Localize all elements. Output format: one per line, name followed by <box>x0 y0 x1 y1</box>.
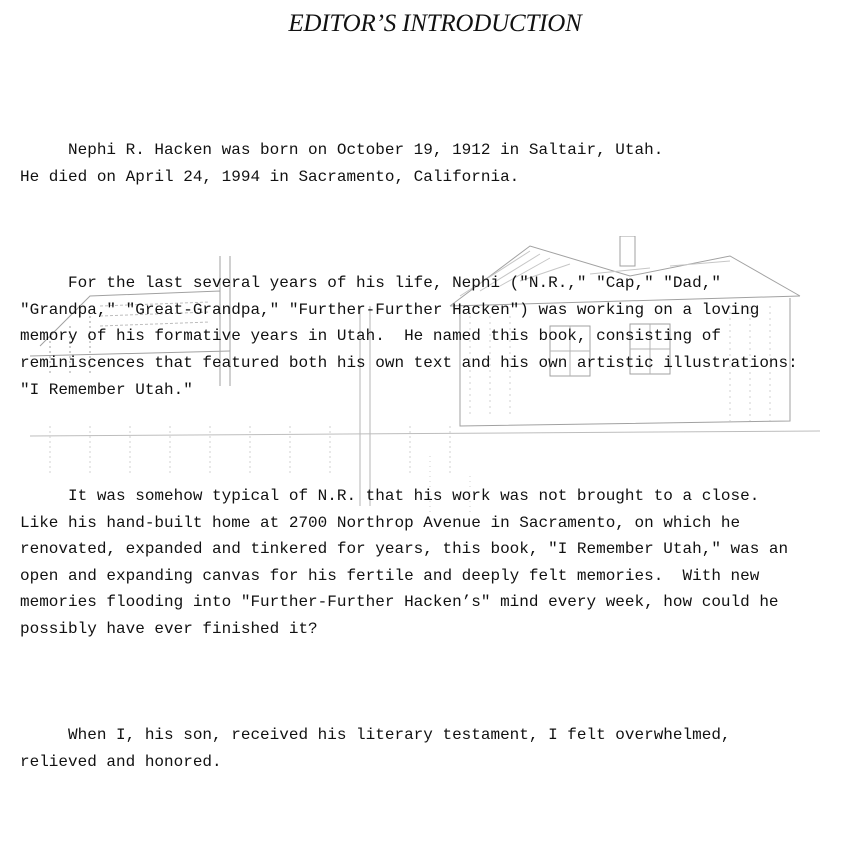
page-title: EDITOR’S INTRODUCTION <box>288 10 582 37</box>
text-line: possibly have ever finished it? <box>20 619 318 638</box>
text-line: He died on April 24, 1994 in Sacramento, California. <box>20 167 520 186</box>
text-line: "Grandpa," "Great-Grandpa," "Further-Further Hacken") was working on a loving <box>20 300 760 319</box>
text-line: open and expanding canvas for his fertile and deeply felt memories. With new <box>20 566 760 585</box>
text-line: It was somehow typical of N.R. that his work was not brought to a close. <box>20 486 760 505</box>
paragraph-testament <box>20 722 840 775</box>
text-line: For the last several years of his life, Nephi ("N.R.," "Cap," "Dad," <box>20 274 721 293</box>
paragraph-birth-death <box>20 137 840 190</box>
text-line: memory of his formative years in Utah. He named this book, consisting of <box>20 327 721 346</box>
paragraph-unfinished-work <box>20 483 840 643</box>
text-line: relieved and honored. <box>20 752 222 771</box>
text-line: memories flooding into "Further-Further Hacken’s" mind every week, how could he <box>20 593 779 612</box>
text-line: "I Remember Utah." <box>20 380 193 399</box>
text-line: When I, his son, received his literary testament, I felt overwhelmed, <box>20 726 731 745</box>
text-line: reminiscences that featured both his own text and his own artistic illustrations: <box>20 353 798 372</box>
text-line: renovated, expanded and tinkered for years, this book, "I Remember Utah," was an <box>20 540 789 559</box>
text-line: Nephi R. Hacken was born on October 19, 1912 in Saltair, Utah. <box>20 141 664 160</box>
body-text <box>20 84 840 855</box>
text-line: Like his hand-built home at 2700 Northrop Avenue in Sacramento, on which he <box>20 513 741 532</box>
paragraph-book-origin <box>20 270 840 403</box>
